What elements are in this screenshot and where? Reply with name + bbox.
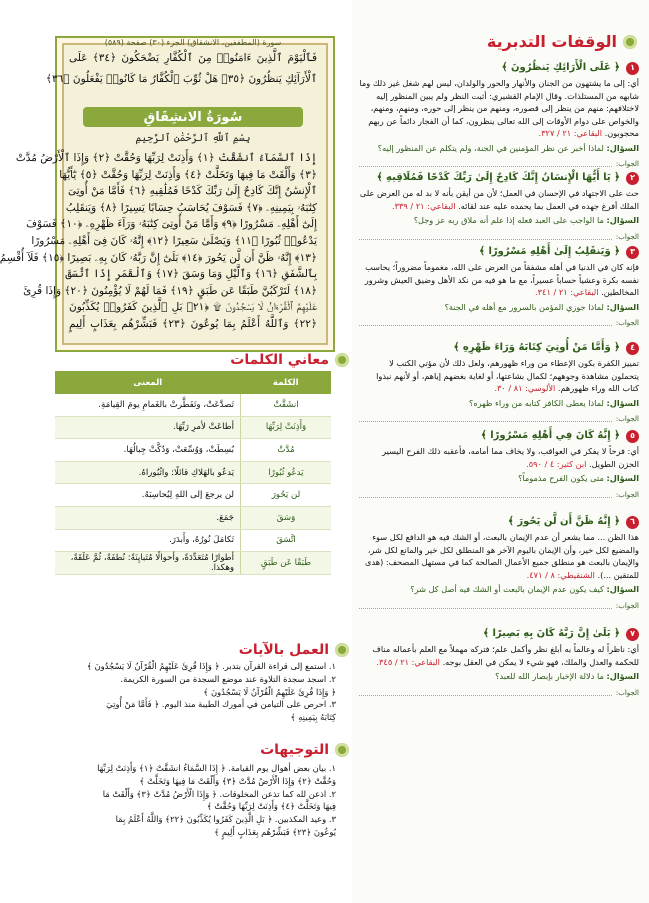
vocab-meaning: أطوارًا مُتَعَدِّدَةً، وأحوالًا مُتَبايِنَةً: نُطفَةً، ثُمَّ عَلَقَةً، وهكذا. — [55, 552, 241, 575]
tadabbur-item — [359, 172, 639, 243]
question-label: السؤال: — [606, 142, 639, 153]
vocab-row — [55, 394, 331, 416]
tadabbur-item — [359, 246, 639, 330]
vocab-row — [55, 529, 331, 552]
vocab-meaning: بُسِطَتْ، وَوُسِّعَتْ، وَدُكَّتْ جِبالُهَا. — [55, 439, 241, 462]
item-text-line: أي: فرحاً لا يفكر في العواقب، ولا يخاف مما أمامه، فأعقبه ذلك الفرح اليسير — [382, 446, 639, 456]
item-number: ٤ — [626, 342, 639, 355]
question-text: ما الواجب على العبد فعله إذا علم أنه ملاق ربه عز وجل؟ — [413, 215, 604, 225]
vocab-word: لن يَحُورَ — [241, 484, 332, 507]
answer-field[interactable] — [359, 231, 639, 244]
answer-label: الجواب: — [615, 415, 639, 423]
quran-line: ﴿١٣﴾ إِنَّهُۥ ظَنَّ أَن لَّن يَحُورَ ﴿١٤﴾ بَلَىٰٓ إِنَّ رَبَّهُۥ كَانَ بِهِۦ بَصِيرًا ﴿١٥﴾ فَلَآ أُقْسِمُ — [0, 251, 317, 264]
tadabbur-item — [359, 430, 639, 501]
item-question — [359, 301, 639, 314]
quran-line: كِتَٰبَهُۥ بِيَمِينِهِۦ ﴿٧﴾ فَسَوْفَ يُحَاسَبُ حِسَابًا يَسِيرًا ﴿٨﴾ وَيَنقَلِبُ — [65, 201, 317, 214]
item-text-line: نفسه بكرة وعشياً حساباً عسيراً، مع ما هو فيه من نكد الأهل وضيق العيش وشرور — [364, 274, 639, 285]
section-bullet-icon — [335, 743, 349, 757]
action-line: ٣. احرص على التيامن في أمورك الطيبة منذ اليوم. ﴿ فَأَمَّا مَنْ أُوتِيَ — [106, 699, 336, 710]
answer-label: الجواب: — [615, 601, 639, 610]
item-text — [359, 643, 639, 668]
item-reference: الشنقيطي: ٨ / ٤٧١. — [526, 569, 595, 580]
vocab-meaning: أطاعَتْ لأمرِ رَبِّهَا. — [55, 416, 241, 439]
answer-label: الجواب: — [615, 688, 639, 697]
item-text-line: أي: إلى ما يشتهون من الجنان والأنهار والحور والولدان، ليس لهم شغل غير ذلك — [372, 78, 639, 88]
item-head — [359, 62, 639, 75]
answer-label: الجواب: — [615, 232, 639, 241]
item-text — [359, 531, 639, 581]
item-question — [359, 472, 639, 485]
guidance-line: يُوعُونَ ﴿٢٣﴾ فَبَشِّرْهُم بِعَذَابٍ أَلِيمٍ ﴾ — [214, 826, 336, 837]
answer-line[interactable] — [359, 158, 612, 167]
vocab-row — [55, 484, 331, 507]
guidance-line: ١. بيان بعض أهوال يوم القيامة. ﴿ إِذَا السَّمَاءُ انشَقَّتْ ﴿١﴾ وَأَذِنَتْ لِرَبِّهَا — [97, 763, 336, 773]
item-reference: البقاعي: ٢١ / ٣٢٧. — [538, 128, 603, 138]
item-text-line: والإيمان بالبعث هو منطلق جميع الأعمال الصالحة كما في مستهل المصحف: — [385, 557, 639, 567]
item-text-line: أي: ناظراً له وعالماً به أبلغ نظر وأكمل علم؛ فتركه مهملاً مع العلم بأعماله مناف — [372, 644, 639, 654]
item-text — [359, 357, 639, 395]
item-head — [359, 172, 639, 185]
item-verse: ﴿ بَلَىٰ إِنَّ رَبَّهُ كَانَ بِهِ بَصِيرًا ﴾ — [483, 628, 620, 640]
item-text-line: الحزن الطويل. — [589, 458, 639, 469]
item-verse: ﴿ إِنَّهُ ظَنَّ أَن لَّن يَحُورَ ﴾ — [508, 516, 620, 528]
answer-line[interactable] — [359, 231, 612, 240]
item-text-line: (هدى للمتقين ...). — [365, 557, 639, 580]
vocab-row — [55, 552, 331, 575]
action-line: ﴿ وَإِذَا قُرِئَ عَلَيْهِمُ الْقُرْآنُ لَا يَسْجُدُونَ ﴾ — [203, 686, 336, 697]
action-line: ١. استمع إلى قراءة القرآن بتدبر. ﴿ وَإِذَا قُرِئَ عَلَيْهِمُ الْقُرْآنُ لَا يَسْجُدُونَ ﴾ — [86, 661, 336, 671]
item-text — [359, 187, 639, 212]
item-text-line: هذا الظن ... مما يشعر أن عدم الإيمان بالبعث، أو الشك فيه هو الدافع لكل سوء — [372, 532, 639, 542]
question-text: لماذا أخبر عن نظر المؤمنين في الجنة، ولم يتكلم عن المنظور إليه؟ — [377, 142, 604, 153]
item-text-line: وما شابهه من المستلذات. وقال الإمام القشيري: أثبت النظر ولم يبين المنظور إليه — [359, 78, 639, 101]
answer-field[interactable] — [359, 413, 639, 426]
item-text-line: لاختلافهم: منهم من ينظر إلى قصوره، ومنهم من ينظر إلى حوره، ومنهم، ومنهم، — [370, 103, 639, 113]
quran-line: إِلَىٰٓ أَهْلِهِۦ مَسْرُورًا ﴿٩﴾ وَأَمَّا مَنْ أُوتِىَ كِتَٰبَهُۥ وَرَآءَ ظَهْرِهِۦ ﴿١٠﴾ فَسَوْفَ — [26, 218, 317, 231]
vocab-col-meaning: المعنى — [55, 371, 241, 394]
answer-field[interactable] — [359, 317, 639, 330]
item-text-line: محجوبون. — [604, 128, 639, 138]
question-label: السؤال: — [606, 301, 639, 312]
item-question — [359, 397, 639, 410]
answer-field[interactable] — [359, 600, 639, 613]
action-title: العمل بالآيات — [239, 642, 349, 658]
item-verse: ﴿ يَا أَيُّهَا الْإِنسَانُ إِنَّكَ كَادِحٌ إِلَىٰ رَبِّكَ كَدْحًا فَمُلَاقِيهِ ﴾ — [376, 172, 620, 184]
vocab-word: اتَّسَقَ — [241, 529, 332, 552]
surah-title-banner: سُورَةُ الانشِقَاقِ — [83, 107, 303, 127]
item-text — [359, 261, 639, 299]
vocab-word: وَأَذِنَتْ لِرَبِّهَا — [241, 416, 332, 439]
item-number: ٥ — [626, 430, 639, 443]
question-label: السؤال: — [606, 473, 639, 483]
item-text-line: تمييز الكفرة بكون الإعطاء من وراء ظهورهم، ولعل ذلك لأن مؤتي الكتب لا — [389, 358, 639, 368]
quran-line: ﴿٣﴾ وَأَلْقَتْ مَا فِيهَا وَتَخَلَّتْ ﴿٤﴾ وَأَذِنَتْ لِرَبِّهَا وَحُقَّتْ ﴿٥﴾ يَٰٓأَيُّهَا — [59, 168, 317, 181]
item-text-line: حث على الاجتهاد في الإحسان في العمل؛ لأن من أيقن بأنه لا بد له من العرض على — [359, 188, 639, 198]
section-bullet-icon — [335, 353, 349, 367]
item-head — [359, 628, 639, 641]
vocab-word: انشَقَّتْ — [241, 394, 332, 416]
tadabbur-title: الوقفات التدبرية — [487, 32, 637, 51]
item-question — [359, 670, 639, 683]
guidance-line: ٣. وعيد المكذبين. ﴿ بَلِ الَّذِينَ كَفَرُوا يُكَذِّبُونَ ﴿٢٢﴾ وَاللَّهُ أَعْلَمُ بِمَا — [115, 814, 336, 825]
question-text: كيف يكون عدم الإيمان بالبعث أو الشك فيه أصل كل شر؟ — [410, 584, 604, 594]
question-label: السؤال: — [606, 215, 639, 225]
action-text — [51, 660, 336, 724]
tadabbur-item — [359, 628, 639, 699]
tadabbur-item — [359, 62, 639, 171]
vocab-word: طَبَقًا عَن طَبَقٍ — [241, 552, 332, 575]
vocab-meaning: لن يرجعَ إلى اللهِ لِيُحاسِبَهُ. — [55, 484, 241, 507]
vocab-table — [55, 371, 331, 575]
item-text-line: للحكمة والعدل والملك، فهو شيء لا يمكن في العقل بوجه. — [442, 656, 639, 667]
item-text-line: والمضيع لكل خير، وأن الإيمان باليوم الآخر هو المنطلق لكل خير والمانع لكل شر، — [367, 544, 639, 555]
tadabbur-item — [359, 342, 639, 426]
guidance-text — [51, 762, 336, 839]
item-reference: الألوسي: ٨١ / ٣٠. — [494, 383, 556, 393]
item-text — [359, 77, 639, 140]
item-text-line: المخالطين. — [601, 287, 639, 297]
guidance-line: فِيهَا وَتَخَلَّتْ ﴿٤﴾ وَأَذِنَتْ لِرَبِّهَا وَحُقَّتْ ﴾ — [206, 801, 336, 812]
vocab-row — [55, 416, 331, 439]
section-bullet-icon — [623, 35, 637, 49]
action-line: كِتَابَهُ بِيَمِينِهِ ﴾ — [290, 712, 336, 723]
quran-line: بِٱلشَّفَقِ ﴿١٦﴾ وَٱلَّيْلِ وَمَا وَسَقَ ﴿١٧﴾ وَٱلْقَمَرِ إِذَا ٱتَّسَقَ — [65, 268, 317, 281]
vocab-word: وَسَقَ — [241, 506, 332, 529]
item-head — [359, 342, 639, 355]
vocab-meaning: يَدعُو بالهَلاكِ قائلًا: واثُبُوراهُ. — [55, 461, 241, 484]
quran-line: فَٱلْيَوْمَ ٱلَّذِينَ ءَامَنُوا۟ مِنَ ٱلْكُفَّارِ يَضْحَكُونَ ﴿٣٤﴾ عَلَى — [69, 52, 317, 64]
answer-label: الجواب: — [615, 319, 639, 327]
answer-line[interactable] — [359, 600, 612, 609]
vocab-row — [55, 506, 331, 529]
guidance-line: وَحُقَّتْ ﴿٢﴾ وَإِذَا الْأَرْضُ مُدَّتْ ﴿٣﴾ وَأَلْقَتْ مَا فِيهَا وَتَخَلَّتْ ﴾ — [139, 775, 336, 786]
question-label: السؤال: — [606, 671, 639, 681]
quran-line: عَلَيْهِمُ ٱلْقُرْءَانُ لَا يَسْجُدُونَ ۩ ﴿٢١﴾ بَلِ ٱلَّذِينَ كَفَرُوا۟ يُكَذِّبُونَ — [69, 301, 317, 314]
guidance-line: ٢. اذعن لله كما تذعن المخلوقات. ﴿ وَإِذَا الْأَرْضُ مُدَّتْ ﴿٣﴾ وَأَلْقَتْ مَا — [102, 788, 336, 799]
item-reference: البقاعي: ٢١ / ٣٣٩. — [392, 200, 456, 211]
item-verse: ﴿ وَيَنقَلِبُ إِلَىٰ أَهْلِهِ مَسْرُورًا ﴾ — [479, 246, 620, 258]
answer-field[interactable] — [359, 489, 639, 502]
item-reference: ابن كثير: ٤ / ٥٩٠. — [526, 458, 587, 469]
action-line: ٢. اسجد سجدة التلاوة عند موضع السجدة من السورة الكريمة. — [120, 673, 336, 684]
answer-line[interactable] — [359, 413, 612, 422]
quran-line: ٱلْإِنسَٰنُ إِنَّكَ كَادِحٌ إِلَىٰ رَبِّكَ كَدْحًا فَمُلَٰقِيهِ ﴿٦﴾ فَأَمَّا مَنْ أُوتِىَ — [67, 185, 317, 198]
item-reference: البقاعي: ٢١ / ٣٤٥. — [376, 656, 440, 667]
item-text-line: والخواص على دوام الأوقات إلى الله تعالى ينظرون، كما أن الفجار دائماً عن ربهم — [368, 115, 639, 126]
question-text: لماذا يعطى الكافر كتابه من وراء ظهره؟ — [468, 397, 604, 408]
item-text-line: كتاب الله وراء ظهورهم. — [557, 383, 639, 393]
answer-label: الجواب: — [615, 490, 639, 499]
vocab-word: مُدَّتْ — [241, 439, 332, 462]
quran-line: إِذَا ٱلسَّمَآءُ ٱنشَقَّتْ ﴿١﴾ وَأَذِنَتْ لِرَبِّهَا وَحُقَّتْ ﴿٢﴾ وَإِذَا ٱلْأَرْضُ مُدَّتْ — [15, 152, 317, 164]
item-text-line: يتحملون مشاهدة وجوههم؛ لكمال بشاعتها، أو لغاية بغضهم إياهم، أو لأنهم نبذوا — [376, 370, 639, 381]
question-text: ما دلالة الإخبار بإبصار الله للعبد؟ — [495, 671, 604, 681]
vocab-col-word: الكلمة — [241, 371, 332, 394]
item-head — [359, 246, 639, 259]
quran-line: يَدْعُوا۟ ثُبُورًا ﴿١١﴾ وَيَصْلَىٰ سَعِيرًا ﴿١٢﴾ إِنَّهُۥ كَانَ فِىٓ أَهْلِهِۦ مَسْرُورًا — [31, 235, 317, 247]
item-head — [359, 430, 639, 443]
quran-line: ٱلْأَرَآئِكِ يَنظُرُونَ ﴿٣٥﴾ هَلْ ثُوِّبَ ٱلْكُفَّارُ مَا كَانُوا۟ يَفْعَلُونَ ﴿٣٦﴾ — [45, 72, 317, 85]
vocab-row — [55, 439, 331, 462]
question-label: السؤال: — [606, 584, 639, 594]
item-text-line: فإنه كان في الدنيا في أهله مشفقاً من العرض على الله، مغموماً مضروراً؛ يحاسب — [365, 262, 639, 272]
quran-line: ﴿٢٢﴾ وَٱللَّهُ أَعْلَمُ بِمَا يُوعُونَ ﴿٢٣﴾ فَبَشِّرْهُم بِعَذَابٍ أَلِيمٍ — [69, 318, 317, 330]
item-number: ١ — [626, 62, 639, 75]
question-text: لماذا جوزي المؤمن بالسرور مع أهله في الجنة؟ — [444, 301, 604, 312]
answer-line[interactable] — [359, 687, 612, 696]
answer-field[interactable] — [359, 158, 639, 171]
item-verse: ﴿ وَأَمَّا مَنْ أُوتِيَ كِتَابَهُ وَرَاءَ ظَهْرِهِ ﴾ — [453, 342, 620, 354]
item-verse: ﴿ إِنَّهُ كَانَ فِي أَهْلِهِ مَسْرُورًا ﴾ — [480, 430, 620, 442]
tadabbur-item — [359, 516, 639, 612]
vocab-meaning: تَكامَلَ نُورُهُ، وأَبدَرَ. — [55, 529, 241, 552]
item-text-line: الملك أفرغ جهده في العمل بما يحمده عليه عند لقائه. — [458, 200, 639, 211]
vocab-row — [55, 461, 331, 484]
answer-field[interactable] — [359, 687, 639, 700]
question-text: متى يكون الفرح مذموماً؟ — [518, 473, 604, 483]
item-number: ٢ — [626, 172, 639, 185]
item-head — [359, 516, 639, 529]
vocab-meaning: جَمَعَ. — [55, 506, 241, 529]
answer-label: الجواب: — [615, 160, 639, 168]
quran-page-header: سورة (المطففين، الانشقاق) الجزء (٣٠) صفحة (٥٨٩) — [104, 38, 282, 47]
vocab-word: يَدعُو ثُبُورًا — [241, 461, 332, 484]
item-question — [359, 583, 639, 596]
vocab-title: معاني الكلمات — [230, 352, 349, 368]
item-number: ٧ — [626, 628, 639, 641]
item-question — [359, 214, 639, 227]
item-question — [359, 142, 639, 155]
item-verse: ﴿ عَلَى الْأَرَائِكِ يَنظُرُونَ ﴾ — [501, 62, 620, 74]
quran-line: ﴿١٨﴾ لَتَرْكَبُنَّ طَبَقًا عَن طَبَقٍ ﴿١٩﴾ فَمَا لَهُمْ لَا يُؤْمِنُونَ ﴿٢٠﴾ وَإِذَا قُرِئَ — [23, 284, 317, 297]
item-number: ٦ — [626, 516, 639, 529]
item-text — [359, 445, 639, 470]
section-bullet-icon — [335, 643, 349, 657]
guidance-title: التوجيهات — [260, 742, 349, 758]
basmala: بِسْمِ ٱللَّهِ ٱلرَّحْمَٰنِ ٱلرَّحِيمِ — [135, 133, 251, 144]
vocab-meaning: تَصدَّعَتْ، وتَفَطَّرتْ بالغَمامِ يومَ القِيامَةِ. — [55, 394, 241, 416]
question-label: السؤال: — [606, 397, 639, 408]
item-reference: البقاعي: ٢١ / ٣٤١. — [535, 287, 599, 297]
answer-line[interactable] — [359, 317, 612, 326]
item-number: ٣ — [626, 246, 639, 259]
answer-line[interactable] — [359, 489, 612, 498]
